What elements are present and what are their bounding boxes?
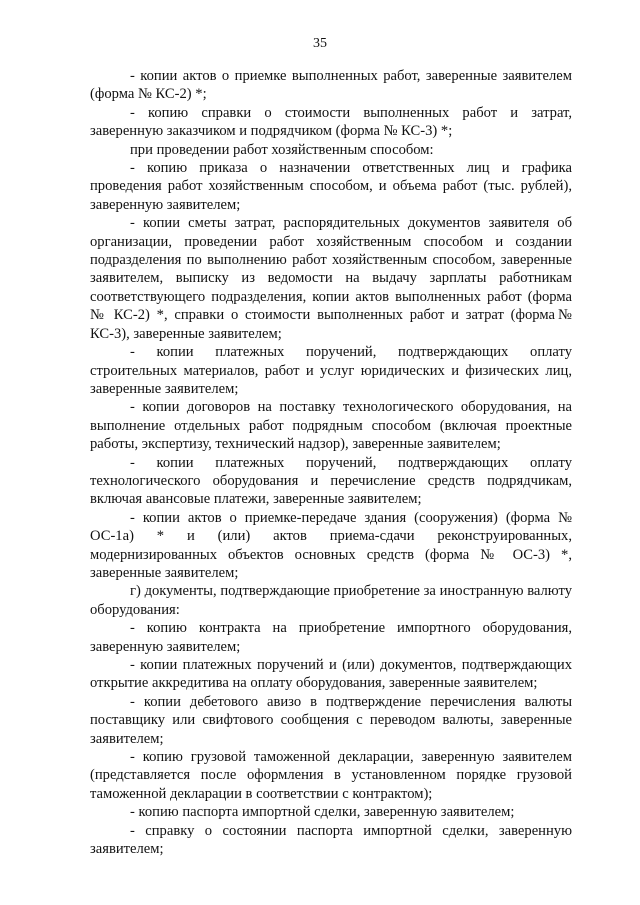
paragraph: - копию паспорта импортной сделки, заверенную заявителем; [130,804,515,821]
paragraph: - копию справки о стоимости выполненных работ и затрат, заверенную заказчиком и подрядчиком (форма № КС-3) *; [90,104,572,140]
paragraph: - копии платежных поручений, подтверждающих оплату строительных материалов, работ и услуг юридических и физических лиц, заверенные заявителем; [90,344,572,397]
page-number: 35 [313,36,327,51]
paragraph: - копию приказа о назначении ответственных лиц и графика проведения работ хозяйственным способом, и объема работ (тыс. рублей), заверенную заявителем; [90,160,572,213]
paragraph: - копии платежных поручений и (или) документов, подтверждающих открытие аккредитива на оплату оборудования, заверенные заявителем; [90,657,572,692]
paragraph: - копии сметы затрат, распорядительных документов заявителя об организации, проведении работ хозяйственным способом и создании подразделения по выполнению работ хозяйственным способом, заверенные заявителем, выписку из ведомости на выдачу зарплаты работникам соответствующего подразделения, копии актов выполненных работ (форма № КС-2) *, справки о стоимости выполненных работ и затрат (форма№ КС-3), заверенные заявителем; [90,215,572,342]
paragraph: - копии актов о приемке выполненных работ, заверенные заявителем (форма № КС-2) *; [90,68,572,103]
paragraph: - копии платежных поручений, подтверждающих оплату технологического оборудования и перечисление средств подрядчикам, включая авансовые платежи, заверенные заявителем; [90,454,572,508]
paragraph: г) документы, подтверждающие приобретение за иностранную валюту оборудования: [90,583,572,618]
paragraph: - справку о состоянии паспорта импортной сделки, заверенную заявителем; [90,822,572,858]
paragraph: - копии актов о приемке-передаче здания (сооружения) (форма № ОС-1а) * и (или) актов приема-сдачи реконструированных, модернизированных объектов основных средств (форма № ОС-3) *, заверенные заявителем; [90,509,572,581]
paragraph: - копию контракта на приобретение импортного оборудования, заверенную заявителем; [90,620,572,655]
document-body [90,67,572,858]
paragraph: при проведении работ хозяйственным способом: [130,141,434,158]
paragraph: - копии дебетового авизо в подтверждение перечисления валюты поставщику или свифтового сообщения с переводом валюты, заверенные заявителем; [90,693,572,747]
paragraph: - копии договоров на поставку технологического оборудования, на выполнение отдельных работ подрядным способом (включая проектные работы, экспертизу, технический надзор), заверенные заявителем; [90,399,572,453]
paragraph: - копию грузовой таможенной декларации, заверенную заявителем (представляется после оформления в установленном порядке грузовой таможенной декларации в соответствии с контрактом); [90,749,572,802]
